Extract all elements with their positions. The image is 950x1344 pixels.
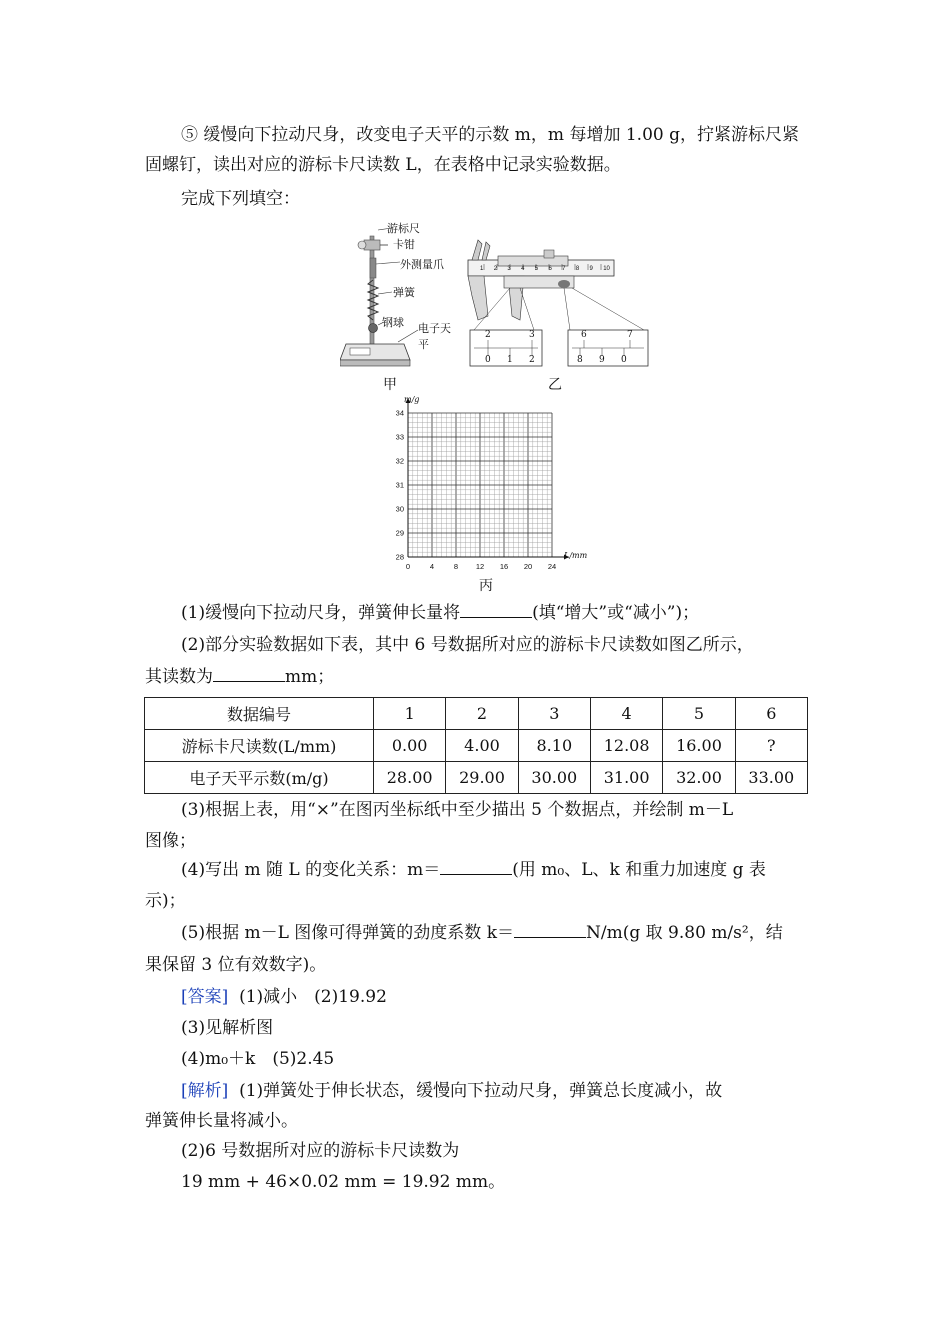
- graph-paper-chart: [380, 395, 600, 595]
- q2-blank[interactable]: [213, 665, 285, 682]
- question-5: [145, 918, 807, 948]
- zoom-right-top: 7: [627, 330, 633, 340]
- q1-text: (1)缓慢向下拉动尺身，弹簧伸长量将: [181, 603, 461, 623]
- zoom-right-bottom: 0: [621, 355, 627, 365]
- answer-line-1: [145, 982, 807, 1012]
- main-tick: 6: [548, 266, 552, 272]
- table-cell: 30.00: [518, 762, 590, 794]
- table-cell: 16.00: [663, 730, 735, 762]
- x-tick-label: 8: [453, 562, 459, 571]
- q2-text: 其读数为: [145, 667, 213, 687]
- zoom-right-bottom: 9: [599, 355, 605, 365]
- main-tick: 2: [493, 266, 498, 272]
- q4-blank[interactable]: [440, 858, 512, 875]
- table-header: 1: [374, 698, 446, 730]
- instruction-text: 完成下列填空：: [181, 189, 300, 209]
- analysis-text: (1)弹簧处于伸长状态，缓慢向下拉动尺身，弹簧总长度减小，故: [239, 1081, 723, 1101]
- zoom-left-top: 2: [485, 330, 491, 340]
- table-cell: 8.10: [518, 730, 590, 762]
- zoom-left-bottom: 1: [507, 355, 513, 365]
- main-tick: 7: [562, 266, 566, 272]
- q5-text: (5)根据 m－L 图像可得弹簧的劲度系数 k＝: [181, 923, 515, 943]
- answer-line-2: (3)见解析图: [181, 1018, 274, 1038]
- zoom-left-bottom: 0: [485, 355, 491, 365]
- main-tick: 10: [603, 266, 610, 272]
- table-row: [145, 762, 808, 794]
- question-4: [145, 855, 807, 885]
- x-tick-label: 4: [429, 562, 435, 571]
- question-2: (2)部分实验数据如下表，其中 6 号数据所对应的游标卡尺读数如图乙所示，: [181, 635, 754, 655]
- q2-unit: mm；: [285, 667, 335, 687]
- analysis-line-2: 弹簧伸长量将减小。: [145, 1111, 298, 1131]
- table-cell: 29.00: [446, 762, 518, 794]
- q5-blank[interactable]: [514, 921, 586, 938]
- main-tick: 4: [521, 266, 525, 272]
- table-cell: 31.00: [590, 762, 662, 794]
- label-vernier: 游标尺: [387, 222, 420, 235]
- y-tick-label: 33: [395, 432, 404, 442]
- main-tick: 3: [507, 266, 511, 272]
- question-4-cont: 示)；: [145, 891, 186, 911]
- y-tick-label: 29: [395, 528, 404, 538]
- main-tick: 9: [589, 266, 593, 272]
- x-tick-label: 16: [499, 562, 509, 571]
- answer-text: (1)减小 (2)19.92: [239, 987, 387, 1007]
- table-cell: 游标卡尺读数(L/mm): [145, 730, 374, 762]
- table-row: [145, 730, 808, 762]
- table-header: 6: [735, 698, 807, 730]
- zoom-left-top: 3: [529, 330, 535, 340]
- figure-yi: [464, 236, 654, 370]
- q4-text-end: (用 m₀、L、k 和重力加速度 g 表: [512, 860, 766, 880]
- question-2-cont: [145, 662, 807, 692]
- zoom-right-top: 6: [581, 330, 587, 340]
- vernier-caliper-diagram: [464, 236, 654, 370]
- q1-text-end: (填“增大”或“减小”)；: [532, 603, 700, 623]
- answer-tag: [答案]: [181, 987, 229, 1007]
- table-cell: 电子天平示数(m/g): [145, 762, 374, 794]
- data-table: [144, 697, 808, 794]
- y-tick-label: 34: [395, 408, 404, 418]
- table-header-row: [145, 698, 808, 730]
- table-cell: 33.00: [735, 762, 807, 794]
- label-jaw: 外测量爪: [400, 258, 444, 271]
- analysis-line-4: 19 mm + 46×0.02 mm = 19.92 mm。: [181, 1172, 506, 1192]
- x-tick-label: 20: [523, 562, 533, 571]
- figure-jia: [340, 218, 460, 378]
- label-ball: 钢球: [382, 316, 404, 329]
- x-tick-label: 12: [475, 562, 485, 571]
- question-3: (3)根据上表，用“×”在图丙坐标纸中至少描出 5 个数据点，并绘制 m－L: [181, 800, 734, 820]
- y-tick-label: 30: [395, 504, 404, 514]
- y-tick-label: 32: [395, 456, 404, 466]
- caption-jia: 甲: [383, 377, 397, 393]
- table-cell: 28.00: [374, 762, 446, 794]
- main-scale-numbers: [480, 266, 610, 272]
- q5-text-end: N/m(g 取 9.80 m/s²，结: [586, 923, 783, 943]
- question-1: [145, 598, 807, 628]
- table-cell: 12.08: [590, 730, 662, 762]
- zoom-right-bottom: 8: [577, 355, 583, 365]
- analysis-line-1: [145, 1076, 807, 1106]
- question-3-cont: 图像；: [145, 831, 196, 851]
- table-header: 5: [663, 698, 735, 730]
- x-tick-label: 24: [547, 562, 557, 571]
- q1-blank[interactable]: [460, 601, 532, 618]
- x-axis-label: L/mm: [564, 551, 588, 560]
- main-tick: 1: [480, 266, 484, 272]
- label-balance: 电子天平: [418, 322, 451, 351]
- answer-line-3: (4)m₀＋k (5)2.45: [181, 1049, 335, 1069]
- step5-text: ⑤ 缓慢向下拉动尺身，改变电子天平的示数 m，m 每增加 1.00 g，拧紧游标尺紧固螺钉，读出对应的游标卡尺读数 L，在表格中记录实验数据。: [145, 125, 799, 175]
- y-tick-label: 31: [395, 480, 404, 490]
- analysis-tag: [解析]: [181, 1081, 229, 1101]
- label-spring: 弹簧: [393, 286, 415, 299]
- caption-bing: 丙: [479, 578, 493, 594]
- figure-bing: [380, 395, 600, 595]
- table-header: 2: [446, 698, 518, 730]
- question-5-cont: 果保留 3 位有效数字)。: [145, 955, 327, 975]
- zoom-left-bottom: 2: [529, 355, 535, 365]
- main-tick: 5: [534, 266, 539, 272]
- y-axis-label: m/g: [404, 395, 420, 404]
- caption-yi: 乙: [548, 377, 562, 393]
- table-cell: 0.00: [374, 730, 446, 762]
- table-cell: 4.00: [446, 730, 518, 762]
- table-header: 数据编号: [145, 698, 374, 730]
- table-header: 3: [518, 698, 590, 730]
- label-clamp: 卡钳: [393, 238, 415, 251]
- y-tick-label: 28: [395, 552, 404, 562]
- q4-text: (4)写出 m 随 L 的变化关系：m＝: [181, 860, 441, 880]
- table-cell: 32.00: [663, 762, 735, 794]
- table-header: 4: [590, 698, 662, 730]
- x-tick-label: 0: [405, 562, 411, 571]
- table-cell: ?: [735, 730, 807, 762]
- main-tick: 8: [575, 266, 580, 272]
- analysis-line-3: (2)6 号数据所对应的游标卡尺读数为: [181, 1141, 460, 1161]
